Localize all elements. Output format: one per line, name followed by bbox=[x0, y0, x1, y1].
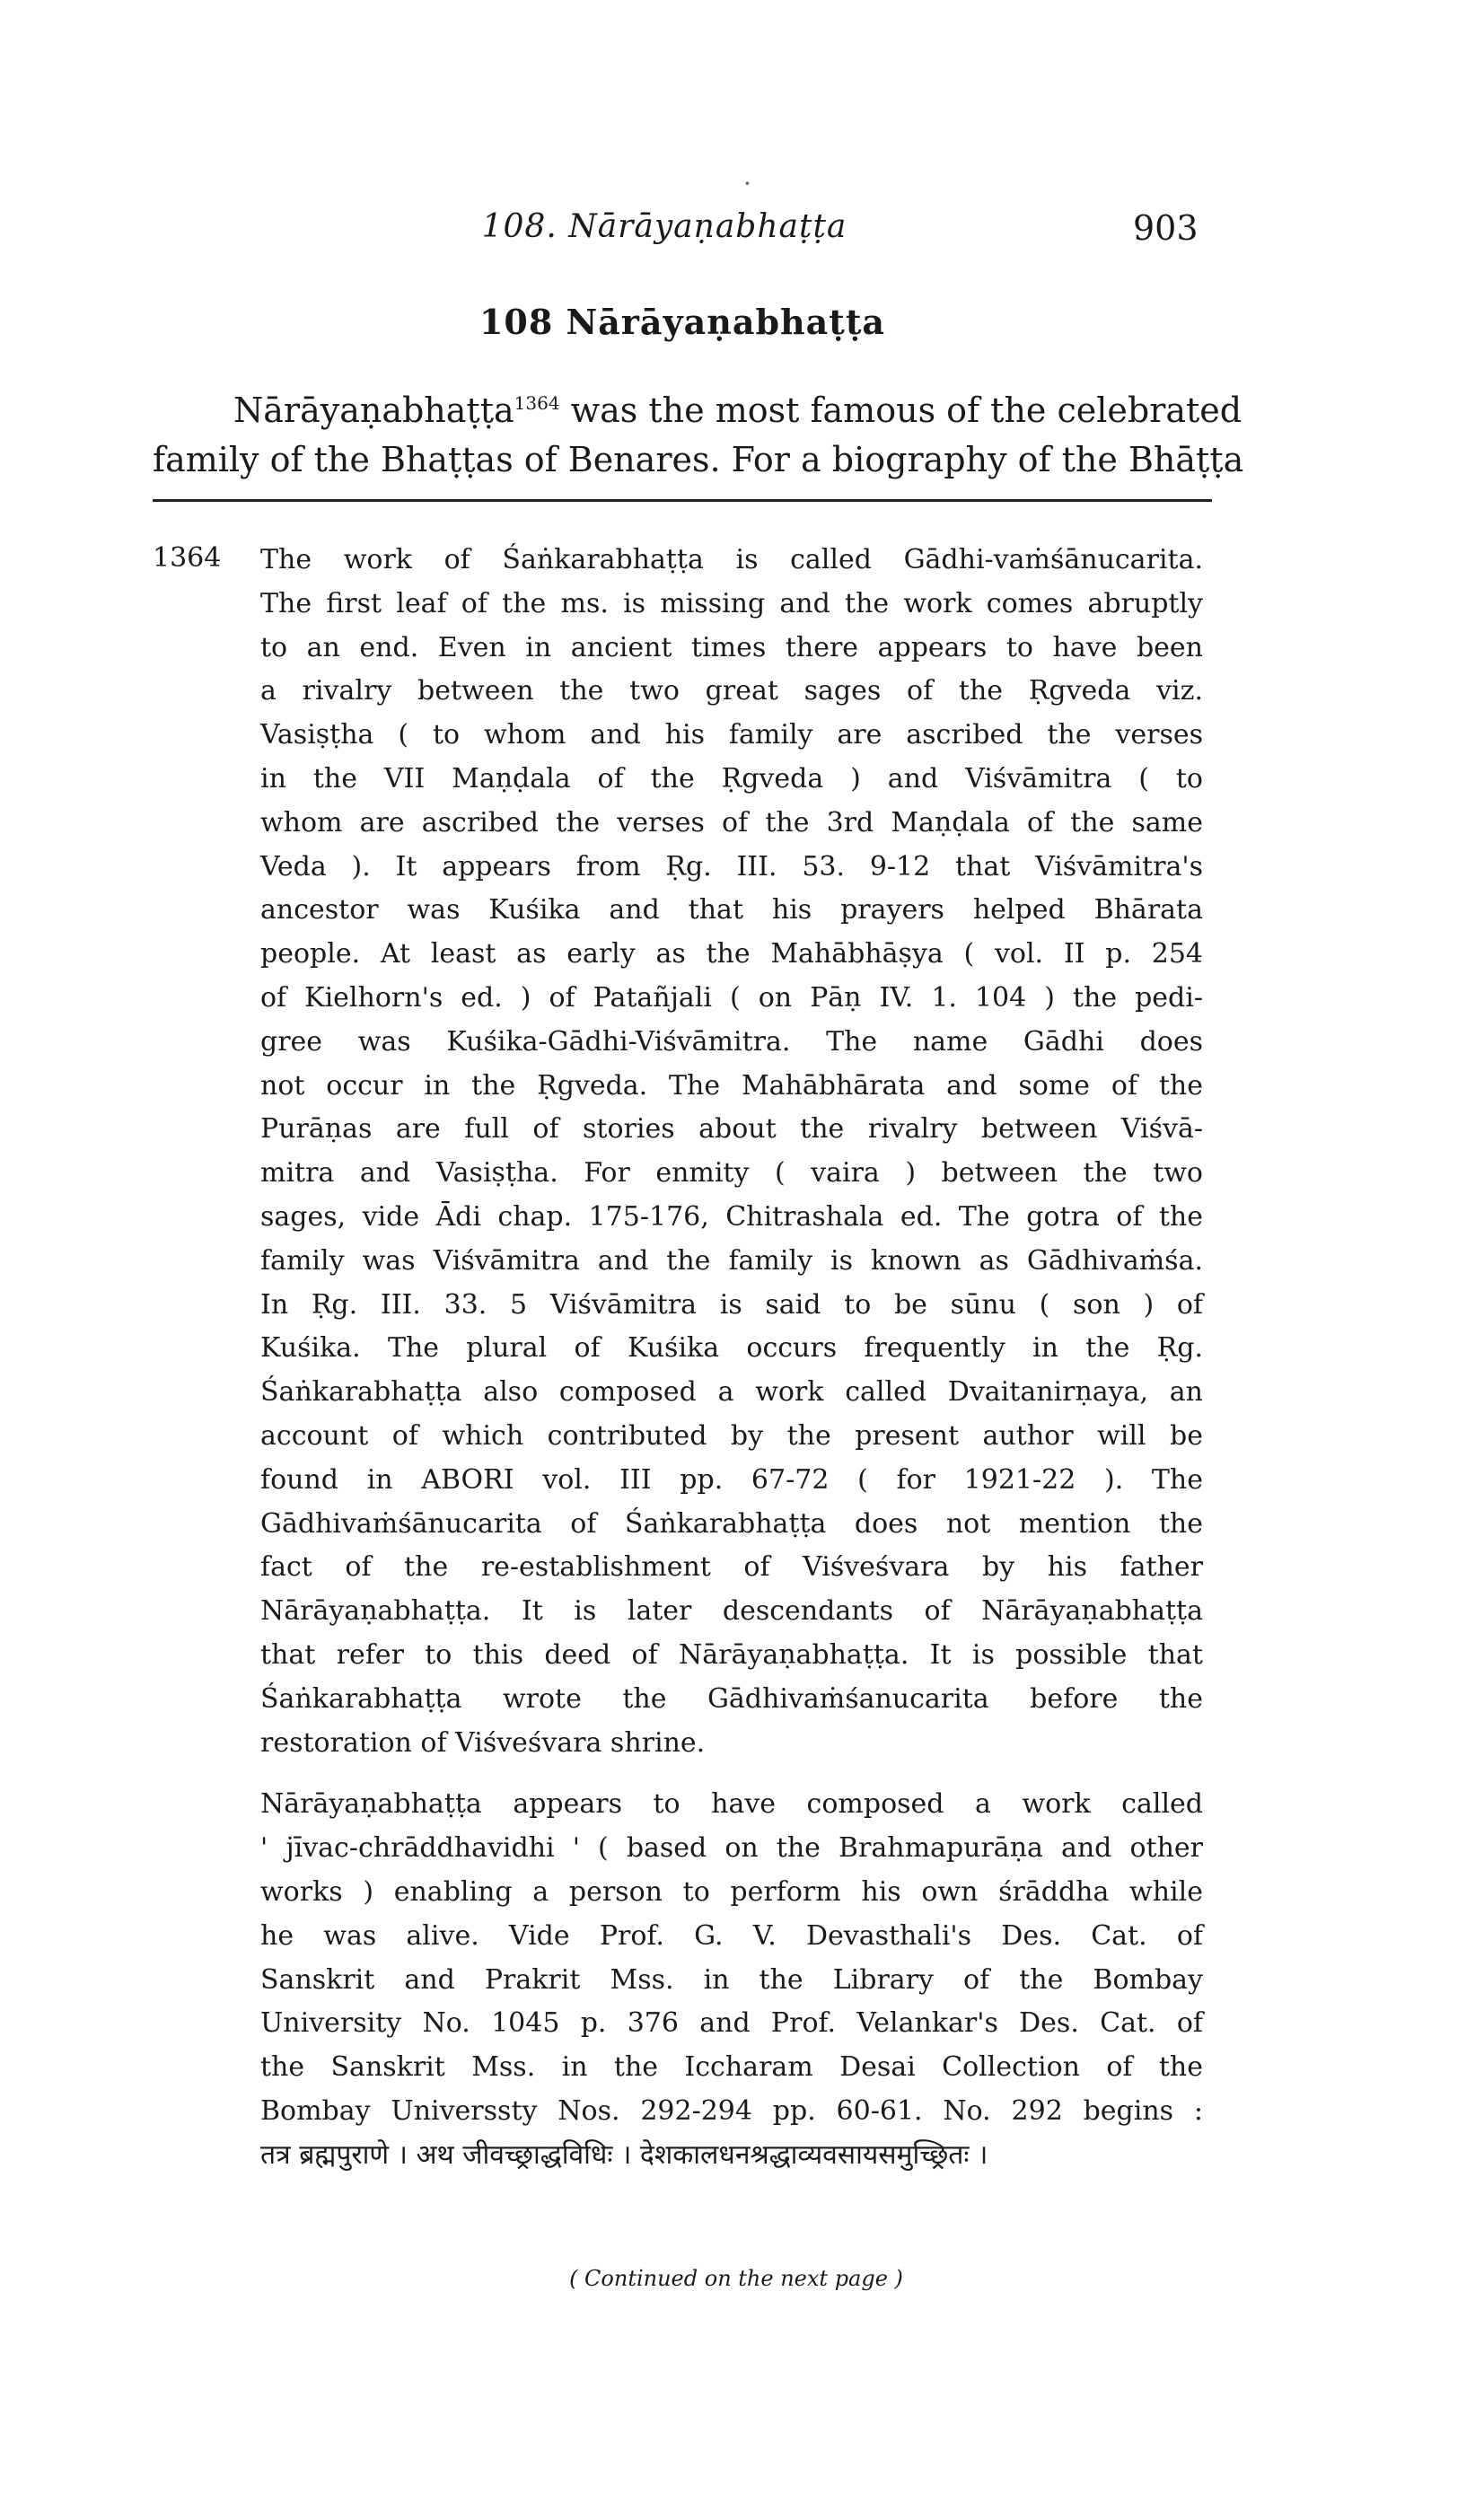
footnote-line: mitra and Vasiṣṭha. For enmity ( vaira ) between the two bbox=[260, 1157, 1203, 1190]
footnote-line: Śaṅkarabhaṭṭa wrote the Gādhivaṁśanucarita before the bbox=[260, 1682, 1203, 1715]
footnote-line: Vasiṣṭha ( to whom and his family are ascribed the verses bbox=[260, 719, 1203, 751]
footnote-line: ancestor was Kuśika and that his prayers helped Bhārata bbox=[260, 894, 1203, 926]
footnote-line: University No. 1045 p. 376 and Prof. Velankar's Des. Cat. of bbox=[260, 2007, 1203, 2040]
footnote-line: Kuśika. The plural of Kuśika occurs frequently in the Ṛg. bbox=[260, 1332, 1203, 1365]
footnote-line: ' jīvac-chrāddhavidhi ' ( based on the Brahmapurāṇa and other bbox=[260, 1832, 1203, 1865]
footnote-line: works ) enabling a person to perform his own śrāddha while bbox=[260, 1875, 1203, 1908]
running-head: 108. Nārāyaṇabhaṭṭa bbox=[481, 208, 847, 245]
footnote-line: the Sanskrit Mss. in the Iccharam Desai Collection of the bbox=[260, 2051, 1203, 2084]
footnote-line: found in ABORI vol. III pp. 67-72 ( for 1921-22 ). The bbox=[260, 1463, 1203, 1496]
intro-line bbox=[153, 386, 1243, 435]
footnote-line: sages, vide Ādi chap. 175-176, Chitrashala ed. The gotra of the bbox=[260, 1200, 1203, 1233]
intro-paragraph bbox=[153, 386, 1244, 485]
footnote-line: Gādhivaṁśānucarita of Śaṅkarabhaṭṭa does not mention the bbox=[260, 1507, 1203, 1540]
footnote-line: in the VII Maṇḍala of the Ṛgveda ) and Viśvāmitra ( to bbox=[260, 762, 1203, 794]
footnote-line: not occur in the Ṛgveda. The Mahābhārata and some of the bbox=[260, 1069, 1203, 1102]
footnote-line: In Ṛg. III. 33. 5 Viśvāmitra is said to be sūnu ( son ) of bbox=[260, 1288, 1203, 1321]
page-number: 903 bbox=[1133, 208, 1199, 248]
footnote-line: a rivalry between the two great sages of the Ṛgveda viz. bbox=[260, 675, 1203, 707]
page-mark: · bbox=[743, 169, 751, 198]
footnote-line: that refer to this deed of Nārāyaṇabhaṭṭa. It is possible that bbox=[260, 1638, 1203, 1671]
footnote-line: The work of Śaṅkarabhaṭṭa is called Gādhi-vaṁśānucarita. bbox=[260, 544, 1203, 575]
footnote-body bbox=[260, 539, 1203, 2177]
intro-line: family of the Bhaṭṭas of Benares. For a biography of the Bhāṭṭa bbox=[153, 440, 1244, 479]
footnote-line: account of which contributed by the present author will be bbox=[260, 1419, 1203, 1452]
intro-text: was the most famous of the celebrated bbox=[559, 391, 1243, 430]
intro-subject: Nārāyaṇabhaṭṭa bbox=[233, 391, 514, 430]
paragraph-gap bbox=[260, 1765, 1203, 1783]
footnote-line: people. At least as early as the Mahābhāṣya ( vol. II p. 254 bbox=[260, 938, 1203, 970]
footnote-line: gree was Kuśika-Gādhi-Viśvāmitra. The name Gādhi does bbox=[260, 1025, 1203, 1058]
footnote-line: fact of the re-establishment of Viśveśvara by his father bbox=[260, 1551, 1203, 1584]
footnote-line: Bombay Universsty Nos. 292-294 pp. 60-61. No. 292 begins : bbox=[260, 2094, 1203, 2127]
devanagari-quote: तत्र ब्रह्मपुराणे । अथ जीवच्छ्राद्धविधिः । देशकालधनश्रद्धाव्यवसायसमुच्छ्रितः । bbox=[260, 2138, 988, 2171]
footnote-line: Sanskrit and Prakrit Mss. in the Library of the Bombay bbox=[260, 1963, 1203, 1996]
footnote-line: whom are ascribed the verses of the 3rd Maṇḍala of the same bbox=[260, 806, 1203, 838]
footnote-line: Veda ). It appears from Ṛg. III. 53. 9-12 that Viśvāmitra's bbox=[260, 850, 1203, 882]
footnote-number: 1364 bbox=[153, 542, 222, 574]
footnote-line: Purāṇas are full of stories about the rivalry between Viśvā- bbox=[260, 1113, 1203, 1146]
footnote-line: Nārāyaṇabhaṭṭa. It is later descendants of Nārāyaṇabhaṭṭa bbox=[260, 1595, 1203, 1628]
continued-note: ( Continued on the next page ) bbox=[569, 2266, 903, 2291]
footnote-line: he was alive. Vide Prof. G. V. Devasthali's Des. Cat. of bbox=[260, 1919, 1203, 1952]
footnote-line: Śaṅkarabhaṭṭa also composed a work called Dvaitanirṇaya, an bbox=[260, 1376, 1203, 1409]
footnote-line: Nārāyaṇabhaṭṭa appears to have composed a work called bbox=[260, 1788, 1203, 1821]
footnote-line: of Kielhorn's ed. ) of Patañjali ( on Pāṇ IV. 1. 104 ) the pedi- bbox=[260, 981, 1203, 1014]
footnote-line: The first leaf of the ms. is missing and the work comes abruptly bbox=[260, 587, 1203, 619]
footnote-divider bbox=[153, 499, 1212, 502]
footnote-reference: 1364 bbox=[514, 392, 560, 414]
footnote-line: restoration of Viśveśvara shrine. bbox=[260, 1726, 706, 1759]
footnote-line: family was Viśvāmitra and the family is known as Gādhivaṁśa. bbox=[260, 1244, 1203, 1277]
footnote-line: to an end. Even in ancient times there appears to have been bbox=[260, 631, 1203, 663]
section-title: 108 Nārāyaṇabhaṭṭa bbox=[479, 302, 886, 342]
